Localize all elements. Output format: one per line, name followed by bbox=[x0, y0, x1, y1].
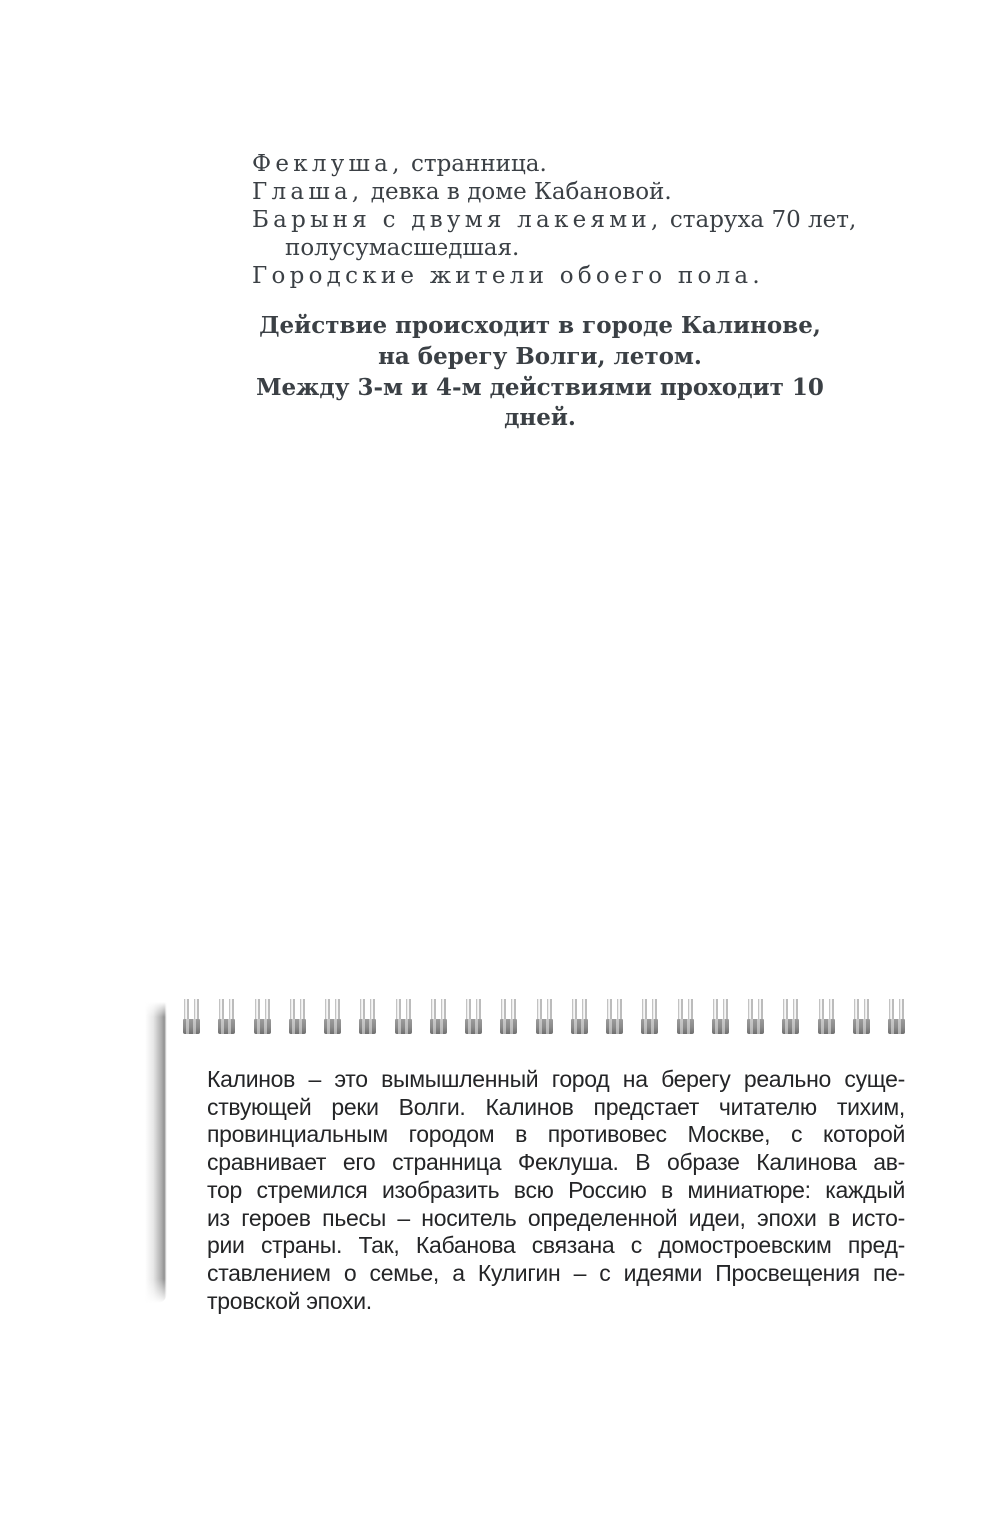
annotation-line: из героев пьесы – носитель определенной идеи, эпохи в исто- bbox=[207, 1204, 905, 1231]
spiral-binding bbox=[183, 999, 905, 1034]
scene-setting-note bbox=[252, 311, 828, 434]
binding-staple-icon bbox=[254, 999, 271, 1034]
cast-list bbox=[252, 150, 857, 290]
cast-line bbox=[252, 262, 852, 290]
character-name: Феклуша, bbox=[252, 151, 404, 177]
character-description: странница. bbox=[403, 151, 547, 177]
annotation-line: тор стремился изобразить всю Россию в миниатюре: каждый bbox=[207, 1176, 905, 1203]
binding-staple-icon bbox=[641, 999, 658, 1034]
binding-staple-icon bbox=[571, 999, 588, 1034]
scene-note-line: Действие происходит в городе Калинове, bbox=[259, 312, 821, 339]
binding-staple-icon bbox=[289, 999, 306, 1034]
scene-note-line: Между 3-м и 4-м действиями проходит 10 дней. bbox=[256, 373, 824, 432]
binding-staple-icon bbox=[183, 999, 200, 1034]
binding-staple-icon bbox=[782, 999, 799, 1034]
character-name: Городские жители обоего пола. bbox=[252, 263, 764, 289]
binding-staple-icon bbox=[712, 999, 729, 1034]
cast-line-continuation bbox=[252, 234, 852, 262]
binding-staple-icon bbox=[395, 999, 412, 1034]
binding-staple-icon bbox=[606, 999, 623, 1034]
annotation-line: ствующей реки Волги. Калинов предстает читателю тихим, bbox=[207, 1093, 905, 1120]
annotation-line: Калинов – это вымышленный город на берегу реально суще- bbox=[207, 1066, 905, 1092]
character-name: Глаша, bbox=[252, 179, 364, 205]
annotation-line: провинциальным городом в противовес Москве, с которой bbox=[207, 1121, 905, 1148]
binding-staple-icon bbox=[747, 999, 764, 1034]
binding-staple-icon bbox=[818, 999, 835, 1034]
cast-line bbox=[252, 150, 852, 178]
character-description: старуха 70 лет, bbox=[662, 207, 857, 233]
scene-note-line: на берегу Волги, летом. bbox=[378, 342, 702, 370]
binding-staple-icon bbox=[536, 999, 553, 1034]
annotation-line: тровской эпохи. bbox=[207, 1287, 372, 1314]
binding-staple-icon bbox=[359, 999, 376, 1034]
character-name: Барыня с двумя лакеями, bbox=[252, 207, 663, 233]
cast-line bbox=[252, 178, 852, 206]
binding-staple-icon bbox=[430, 999, 447, 1034]
annotation-card-text bbox=[207, 1066, 905, 1315]
character-description: девка в доме Кабановой. bbox=[363, 179, 672, 205]
binding-staple-icon bbox=[677, 999, 694, 1034]
binding-staple-icon bbox=[218, 999, 235, 1034]
annotation-line: сравнивает его странница Феклуша. В образе Калинова ав- bbox=[207, 1149, 905, 1176]
binding-staple-icon bbox=[853, 999, 870, 1034]
character-description: полусумасшедшая. bbox=[285, 235, 520, 261]
notebook-page-edge-shadow bbox=[145, 1002, 167, 1303]
annotation-line: рии страны. Так, Кабанова связана с домостроевским пред- bbox=[207, 1232, 905, 1259]
binding-staple-icon bbox=[465, 999, 482, 1034]
binding-staple-icon bbox=[324, 999, 341, 1034]
binding-staple-icon bbox=[888, 999, 905, 1034]
binding-staple-icon bbox=[500, 999, 517, 1034]
cast-line bbox=[252, 206, 857, 234]
annotation-line: ставлением о семье, а Кулигин – с идеями Просвещения пе- bbox=[207, 1259, 905, 1286]
